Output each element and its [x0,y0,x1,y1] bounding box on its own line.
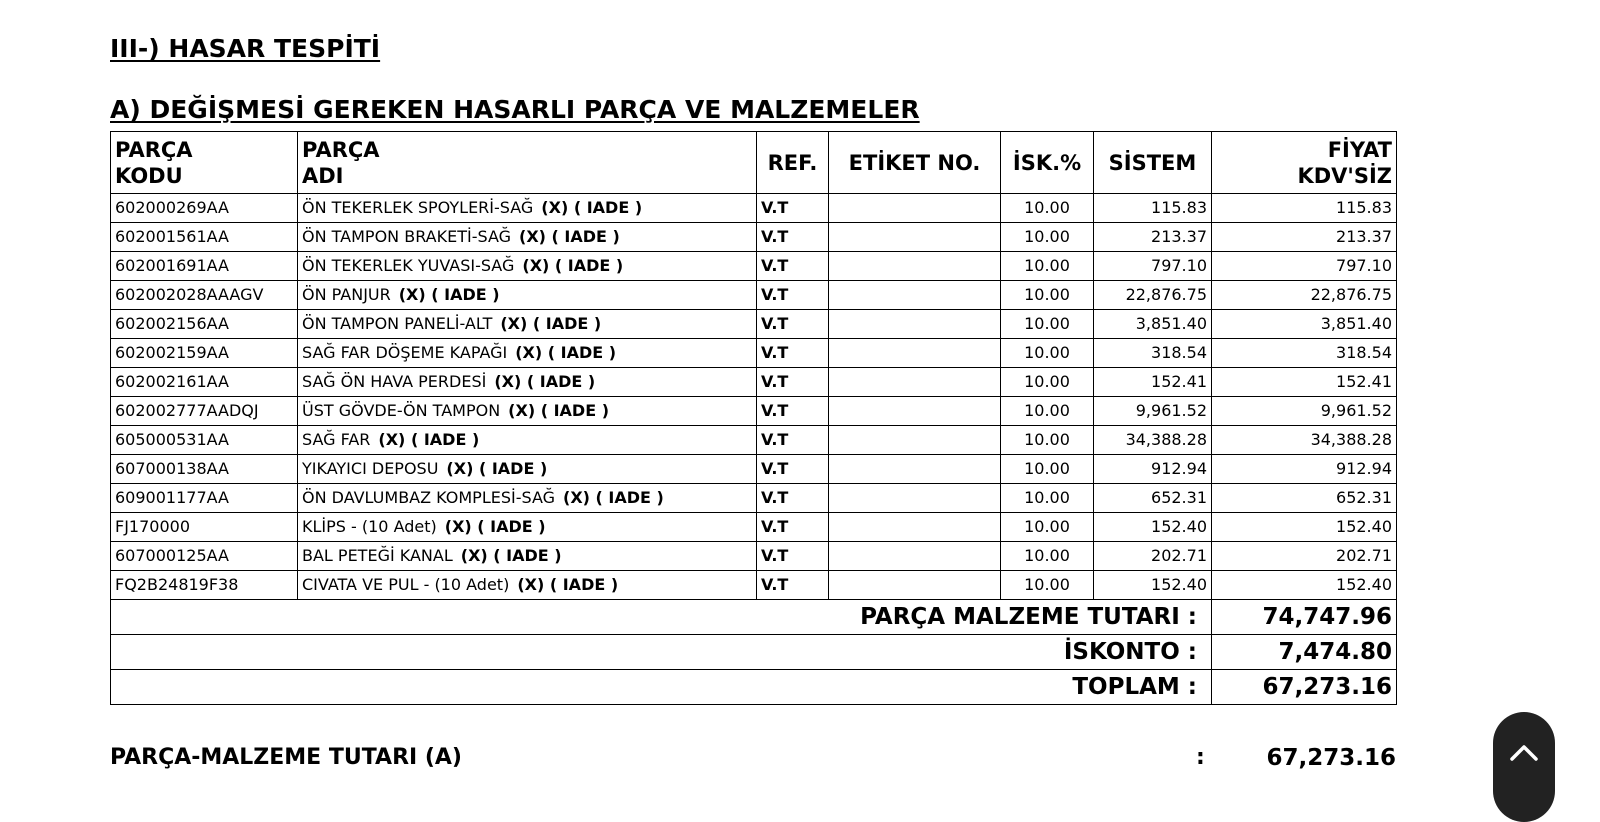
parts-table [110,131,1397,705]
table-row [111,281,1397,310]
part-label-no [829,223,1001,252]
part-label-no [829,194,1001,223]
part-tag: (X) ( IADE ) [494,372,596,391]
part-code: FQ2B24819F38 [111,571,298,600]
part-tag: (X) ( IADE ) [563,488,664,507]
part-ref: V.T [757,194,829,223]
final-total-colon: : [1196,745,1205,770]
part-name: ÜST GÖVDE-ÖN TAMPON (X) ( IADE ) [298,397,757,426]
table-row [111,368,1397,397]
header-sistem: SİSTEM [1094,132,1212,194]
part-ref: V.T [757,252,829,281]
part-discount: 10.00 [1001,339,1094,368]
part-tag: (X) ( IADE ) [398,285,500,304]
part-code: FJ170000 [111,513,298,542]
part-label-no [829,339,1001,368]
part-system-price: 202.71 [1094,542,1212,571]
table-row [111,484,1397,513]
part-system-price: 152.41 [1094,368,1212,397]
table-row [111,339,1397,368]
table-row [111,252,1397,281]
part-ref: V.T [757,281,829,310]
part-discount: 10.00 [1001,281,1094,310]
part-label-no [829,571,1001,600]
part-code: 607000125AA [111,542,298,571]
part-tag: (X) ( IADE ) [508,401,610,420]
part-name: BAL PETEĞİ KANAL (X) ( IADE ) [298,542,757,571]
header-parca-kodu: PARÇA KODU [111,132,298,194]
part-name: YIKAYICI DEPOSU (X) ( IADE ) [298,455,757,484]
part-tag: (X) ( IADE ) [446,459,548,478]
summary-row-discount [111,635,1397,670]
part-price: 115.83 [1212,194,1397,223]
part-label-no [829,310,1001,339]
header-parca-adi: PARÇA ADI [298,132,757,194]
part-price: 152.40 [1212,513,1397,542]
part-label-no [829,484,1001,513]
part-name: SAĞ ÖN HAVA PERDESİ (X) ( IADE ) [298,368,757,397]
part-system-price: 152.40 [1094,571,1212,600]
part-code: 602002156AA [111,310,298,339]
part-label-no [829,281,1001,310]
part-system-price: 152.40 [1094,513,1212,542]
header-ref: REF. [757,132,829,194]
part-name: SAĞ FAR DÖŞEME KAPAĞI (X) ( IADE ) [298,339,757,368]
part-discount: 10.00 [1001,426,1094,455]
table-row [111,571,1397,600]
part-ref: V.T [757,426,829,455]
part-price: 652.31 [1212,484,1397,513]
table-row [111,513,1397,542]
part-code: 607000138AA [111,455,298,484]
table-row [111,455,1397,484]
part-name: KLİPS - (10 Adet) (X) ( IADE ) [298,513,757,542]
part-price: 912.94 [1212,455,1397,484]
summary-value: 7,474.80 [1212,635,1397,670]
part-discount: 10.00 [1001,455,1094,484]
part-price: 152.40 [1212,571,1397,600]
table-row [111,542,1397,571]
part-name: ÖN DAVLUMBAZ KOMPLESİ-SAĞ (X) ( IADE ) [298,484,757,513]
scroll-to-top-button[interactable] [1493,712,1555,822]
part-ref: V.T [757,339,829,368]
part-label-no [829,368,1001,397]
part-price: 22,876.75 [1212,281,1397,310]
part-ref: V.T [757,397,829,426]
part-name: CIVATA VE PUL - (10 Adet) (X) ( IADE ) [298,571,757,600]
part-code: 602001691AA [111,252,298,281]
part-code: 609001177AA [111,484,298,513]
table-row [111,397,1397,426]
sub-title: A) DEĞİŞMESİ GEREKEN HASARLI PARÇA VE MALZEMELER [110,95,920,124]
part-system-price: 912.94 [1094,455,1212,484]
part-tag: (X) ( IADE ) [500,314,602,333]
part-label-no [829,513,1001,542]
part-code: 602002159AA [111,339,298,368]
part-discount: 10.00 [1001,310,1094,339]
summary-value: 74,747.96 [1212,600,1397,635]
part-tag: (X) ( IADE ) [541,198,643,217]
part-system-price: 213.37 [1094,223,1212,252]
summary-label: İSKONTO : [111,635,1212,670]
table-row [111,310,1397,339]
summary-row-parts-total [111,600,1397,635]
part-discount: 10.00 [1001,223,1094,252]
part-ref: V.T [757,542,829,571]
part-system-price: 797.10 [1094,252,1212,281]
part-system-price: 3,851.40 [1094,310,1212,339]
table-row [111,223,1397,252]
part-code: 602000269AA [111,194,298,223]
part-discount: 10.00 [1001,542,1094,571]
part-price: 9,961.52 [1212,397,1397,426]
part-label-no [829,397,1001,426]
part-discount: 10.00 [1001,194,1094,223]
part-tag: (X) ( IADE ) [515,343,617,362]
part-code: 605000531AA [111,426,298,455]
part-ref: V.T [757,484,829,513]
section-title: III-) HASAR TESPİTİ [110,34,381,63]
part-tag: (X) ( IADE ) [519,227,620,246]
part-ref: V.T [757,368,829,397]
part-system-price: 318.54 [1094,339,1212,368]
part-price: 3,851.40 [1212,310,1397,339]
part-code: 602002161AA [111,368,298,397]
table-header-row [111,132,1397,194]
part-price: 152.41 [1212,368,1397,397]
part-system-price: 9,961.52 [1094,397,1212,426]
part-label-no [829,455,1001,484]
header-etiket-no: ETİKET NO. [829,132,1001,194]
summary-value: 67,273.16 [1212,670,1397,705]
part-label-no [829,542,1001,571]
part-price: 34,388.28 [1212,426,1397,455]
part-discount: 10.00 [1001,368,1094,397]
part-discount: 10.00 [1001,484,1094,513]
part-code: 602002028AAAGV [111,281,298,310]
part-name: ÖN TAMPON PANELİ-ALT (X) ( IADE ) [298,310,757,339]
chevron-up-icon [1509,742,1539,762]
part-discount: 10.00 [1001,397,1094,426]
part-price: 202.71 [1212,542,1397,571]
part-tag: (X) ( IADE ) [522,256,624,275]
part-price: 797.10 [1212,252,1397,281]
part-system-price: 34,388.28 [1094,426,1212,455]
part-name: ÖN PANJUR (X) ( IADE ) [298,281,757,310]
part-name: SAĞ FAR (X) ( IADE ) [298,426,757,455]
part-code: 602002777AADQJ [111,397,298,426]
table-row [111,426,1397,455]
part-name: ÖN TEKERLEK SPOYLERİ-SAĞ (X) ( IADE ) [298,194,757,223]
part-discount: 10.00 [1001,513,1094,542]
part-tag: (X) ( IADE ) [444,517,546,536]
part-ref: V.T [757,310,829,339]
summary-label: PARÇA MALZEME TUTARI : [111,600,1212,635]
part-system-price: 22,876.75 [1094,281,1212,310]
part-system-price: 115.83 [1094,194,1212,223]
part-label-no [829,426,1001,455]
part-code: 602001561AA [111,223,298,252]
header-fiyat: FİYAT KDV'SİZ [1212,132,1397,194]
part-tag: (X) ( IADE ) [460,546,562,565]
header-iskonto: İSK.% [1001,132,1094,194]
part-ref: V.T [757,513,829,542]
part-price: 213.37 [1212,223,1397,252]
part-price: 318.54 [1212,339,1397,368]
part-tag: (X) ( IADE ) [378,430,480,449]
part-system-price: 652.31 [1094,484,1212,513]
table-row [111,194,1397,223]
part-discount: 10.00 [1001,252,1094,281]
part-ref: V.T [757,223,829,252]
final-total-value: 67,273.16 [1266,745,1396,771]
final-total-label: PARÇA-MALZEME TUTARI (A) [110,745,462,770]
summary-label: TOPLAM : [111,670,1212,705]
part-tag: (X) ( IADE ) [517,575,619,594]
summary-row-total [111,670,1397,705]
part-discount: 10.00 [1001,571,1094,600]
part-label-no [829,252,1001,281]
part-name: ÖN TEKERLEK YUVASI-SAĞ (X) ( IADE ) [298,252,757,281]
part-ref: V.T [757,455,829,484]
part-name: ÖN TAMPON BRAKETİ-SAĞ (X) ( IADE ) [298,223,757,252]
part-ref: V.T [757,571,829,600]
